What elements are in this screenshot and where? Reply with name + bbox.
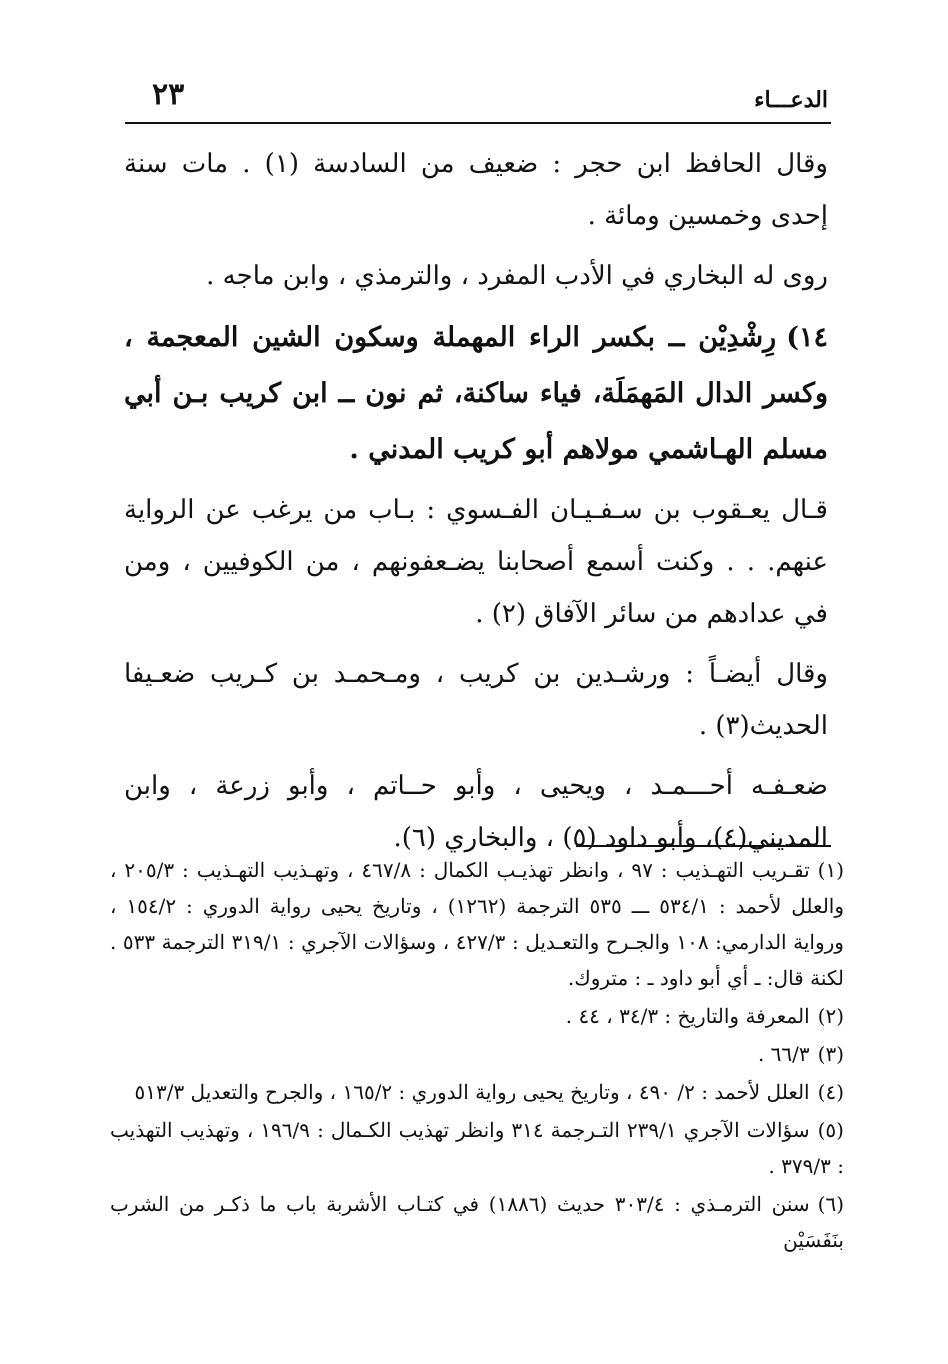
paragraph [124, 250, 828, 302]
footnote-text: ٦٦/٣ . [757, 1042, 810, 1066]
footnote [110, 1036, 844, 1072]
footnote-number: (٥) [817, 1118, 844, 1142]
header-divider [125, 122, 831, 124]
footnote-number: (٢) [817, 1004, 844, 1028]
footnote [110, 1186, 844, 1258]
entry-number: ١٤) [786, 322, 828, 353]
footnote-divider [576, 845, 831, 847]
footnote-number: (٤) [817, 1080, 844, 1104]
footnote-text: المعرفة والتاريخ : ٣٤/٣ ، ٤٤ . [565, 1004, 810, 1028]
footnotes [110, 852, 844, 1260]
paragraph-text: ضعـفـه أحـــمـد ، ويحيى ، وأبو حــاتم ، وأبو زرعة ، وابن المديني(٤)، وأبو داود (٥) ، والبخاري (٦). [124, 771, 828, 853]
footnote-text: سؤالات الآجري ٢٣٩/١ التـرجمة ٣١٤ وانظر تهذيب الكـمال : ١٩٦/٩ ، وتهذيب التهذيب : ٣٧٩/٣ . [110, 1118, 844, 1178]
footnote [110, 1074, 844, 1110]
entry-heading-text: رِشْدِيْن ــ بكسر الراء المهملة وسكون الشين المعجمة ، وكسر الدال المَهمَلَة، فياء ساكنة، ثم نون ــ ابن كريب بـن أبي مسلم الهـاشمي مولاهم أبو كريب المدني . [124, 322, 828, 465]
paragraph-text: قـال يعـقوب بن سـفـيـان الفـسوي : بـاب من يرغب عن الرواية عنهم. . . وكنت أسمع أصحابنا يضـعفونهم ، من الكوفيين ، ومن في عدادهم من سائر الآفاق (٢) . [124, 495, 828, 629]
footnote-text: تقـريب التهـذيب : ٩٧ ، وانظر تهذيـب الكمال : ٤٦٧/٨ ، وتهـذيب التهـذيب : ٢٠٥/٣ ، والعلل لأحمد : ٥٣٤/١ ـــ ٥٣٥ الترجمة (١٢٦٢) ، وتاريخ يحيى رواية الدوري : ١٥٤/٢ ، ورواية الدارمي: ١٠٨ والجـرح والتعـديل : ٤٢٧/٣ ، وسؤالات الآجري : ٣١٩/١ الترجمة ٥٣٣ . لكنة قال: ـ أي أبو داود ـ : متروك. [110, 858, 844, 990]
footnote [110, 852, 844, 996]
footnote-text: العلل لأحمد : ٢/ ٤٩٠ ، وتاريخ يحيى رواية الدوري : ١٦٥/٢ ، والجرح والتعديل ٥١٣/٣ [134, 1080, 810, 1104]
paragraph [124, 648, 828, 752]
paragraph [124, 760, 828, 864]
running-title: الدعـــاء [754, 87, 828, 113]
footnote [110, 1112, 844, 1184]
footnote-text: سنن الترمـذي : ٣٠٣/٤ حديث (١٨٨٦) في كتـاب الأشربة باب ما ذكـر من الشرب بنَفَسَيْن [110, 1192, 844, 1252]
paragraph [124, 138, 828, 242]
footnote-number: (٣) [817, 1042, 844, 1066]
footnote-number: (٦) [817, 1192, 844, 1216]
main-text [124, 138, 828, 872]
paragraph [124, 484, 828, 640]
paragraph-text: وقال الحافظ ابن حجر : ضعيف من السادسة (١) . مات سنة إحدى وخمسين ومائة . [124, 149, 828, 231]
footnote-number: (١) [817, 858, 845, 882]
footnote [110, 998, 844, 1034]
entry-heading [124, 310, 828, 478]
paragraph-text: وقال أيضـاً : ورشـدين بن كريب ، ومـحمـد بن كـريب ضعـيفا الحديث(٣) . [124, 659, 828, 741]
page-number: ٢٣ [152, 77, 185, 112]
paragraph-text: روى له البخاري في الأدب المفرد ، والترمذي ، وابن ماجه . [206, 261, 828, 291]
